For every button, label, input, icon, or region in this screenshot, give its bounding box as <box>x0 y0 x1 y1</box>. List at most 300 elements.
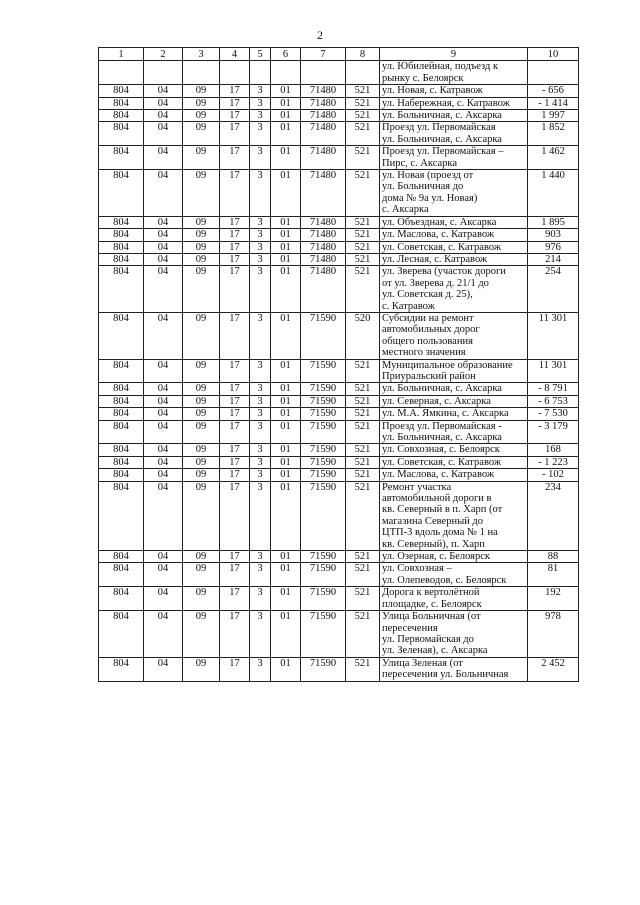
code-direction-cell: 71480 <box>301 110 346 122</box>
code-section-cell: 04 <box>144 395 183 407</box>
code-admin-cell: 804 <box>99 383 144 395</box>
code-event-cell: 01 <box>271 456 301 468</box>
amount-cell: - 8 791 <box>528 383 579 395</box>
code-section-cell: 04 <box>144 469 183 481</box>
code-expense-type-cell: 521 <box>346 383 380 395</box>
code-admin-cell: 804 <box>99 110 144 122</box>
table-row <box>99 481 579 550</box>
code-subsection-cell: 09 <box>183 611 220 658</box>
description-cell: Улица Зеленая (от пересечения ул. Больничная <box>380 657 528 681</box>
description-cell: ул. Больничная, с. Аксарка <box>380 383 528 395</box>
amount-cell: 254 <box>528 266 579 313</box>
code-direction-cell: 71590 <box>301 408 346 420</box>
code-event-cell: 01 <box>271 420 301 444</box>
code-program-cell: 17 <box>220 241 250 253</box>
code-subprogram-cell: 3 <box>250 420 271 444</box>
table-row <box>99 563 579 587</box>
table-row <box>99 611 579 658</box>
code-section-cell: 04 <box>144 110 183 122</box>
code-subsection-cell: 09 <box>183 312 220 359</box>
column-header: 9 <box>380 48 528 61</box>
description-cell: Субсидии на ремонт автомобильных дорог общего пользования местного значения <box>380 312 528 359</box>
code-event-cell <box>271 61 301 85</box>
description-cell: ул. Новая (проезд от ул. Больничная до дома № 9а ул. Новая) с. Аксарка <box>380 170 528 217</box>
code-program-cell: 17 <box>220 146 250 170</box>
code-section-cell: 04 <box>144 481 183 550</box>
code-event-cell: 01 <box>271 110 301 122</box>
column-header: 4 <box>220 48 250 61</box>
code-program-cell: 17 <box>220 481 250 550</box>
code-expense-type-cell: 521 <box>346 563 380 587</box>
code-program-cell: 17 <box>220 122 250 146</box>
amount-cell: 168 <box>528 444 579 456</box>
code-event-cell: 01 <box>271 563 301 587</box>
code-subprogram-cell: 3 <box>250 241 271 253</box>
code-subsection-cell: 09 <box>183 469 220 481</box>
amount-cell: - 7 530 <box>528 408 579 420</box>
table-row <box>99 146 579 170</box>
code-event-cell: 01 <box>271 444 301 456</box>
code-event-cell: 01 <box>271 122 301 146</box>
code-subprogram-cell: 3 <box>250 359 271 383</box>
description-cell: ул. Юбилейная, подъезд к рынку с. Белоярск <box>380 61 528 85</box>
code-section-cell: 04 <box>144 85 183 97</box>
code-expense-type-cell: 521 <box>346 456 380 468</box>
code-subprogram-cell: 3 <box>250 481 271 550</box>
code-expense-type-cell: 521 <box>346 229 380 241</box>
code-program-cell: 17 <box>220 408 250 420</box>
code-program-cell: 17 <box>220 395 250 407</box>
code-admin-cell: 804 <box>99 611 144 658</box>
code-expense-type-cell: 521 <box>346 359 380 383</box>
code-admin-cell <box>99 61 144 85</box>
amount-cell: 903 <box>528 229 579 241</box>
code-subprogram-cell: 3 <box>250 551 271 563</box>
code-subsection-cell: 09 <box>183 170 220 217</box>
column-header: 7 <box>301 48 346 61</box>
code-expense-type-cell <box>346 61 380 85</box>
code-subprogram-cell: 3 <box>250 146 271 170</box>
description-cell: ул. Зверева (участок дороги от ул. Зверева д. 21/1 до ул. Советская д. 25), с. Катравож <box>380 266 528 313</box>
table-row <box>99 420 579 444</box>
description-cell: ул. М.А. Ямкина, с. Аксарка <box>380 408 528 420</box>
code-event-cell: 01 <box>271 85 301 97</box>
amount-cell: 234 <box>528 481 579 550</box>
code-event-cell: 01 <box>271 481 301 550</box>
code-subsection-cell: 09 <box>183 587 220 611</box>
code-expense-type-cell: 521 <box>346 469 380 481</box>
code-subsection-cell <box>183 61 220 85</box>
code-direction-cell: 71480 <box>301 170 346 217</box>
code-subprogram-cell: 3 <box>250 229 271 241</box>
column-header: 1 <box>99 48 144 61</box>
column-header: 8 <box>346 48 380 61</box>
table-row <box>99 469 579 481</box>
code-admin-cell: 804 <box>99 216 144 228</box>
amount-cell: - 3 179 <box>528 420 579 444</box>
code-section-cell: 04 <box>144 241 183 253</box>
code-subprogram-cell: 3 <box>250 611 271 658</box>
code-expense-type-cell: 521 <box>346 444 380 456</box>
code-program-cell: 17 <box>220 456 250 468</box>
column-header: 3 <box>183 48 220 61</box>
code-section-cell: 04 <box>144 312 183 359</box>
column-header: 5 <box>250 48 271 61</box>
code-direction-cell: 71480 <box>301 97 346 109</box>
code-event-cell: 01 <box>271 359 301 383</box>
description-cell: Дорога к вертолётной площадке, с. Белоярск <box>380 587 528 611</box>
table-row <box>99 383 579 395</box>
code-subsection-cell: 09 <box>183 657 220 681</box>
code-event-cell: 01 <box>271 266 301 313</box>
code-subprogram-cell: 3 <box>250 408 271 420</box>
code-event-cell: 01 <box>271 253 301 265</box>
code-subsection-cell: 09 <box>183 420 220 444</box>
description-cell: ул. Советская, с. Катравож <box>380 456 528 468</box>
code-subsection-cell: 09 <box>183 359 220 383</box>
amount-cell: - 1 223 <box>528 456 579 468</box>
code-admin-cell: 804 <box>99 395 144 407</box>
code-expense-type-cell: 521 <box>346 481 380 550</box>
code-admin-cell: 804 <box>99 563 144 587</box>
code-event-cell: 01 <box>271 657 301 681</box>
code-subsection-cell: 09 <box>183 241 220 253</box>
code-program-cell: 17 <box>220 97 250 109</box>
code-event-cell: 01 <box>271 611 301 658</box>
amount-cell: 88 <box>528 551 579 563</box>
code-subprogram-cell: 3 <box>250 170 271 217</box>
description-cell: ул. Северная, с. Аксарка <box>380 395 528 407</box>
code-subsection-cell: 09 <box>183 395 220 407</box>
description-cell: Проезд ул. Первомайская - ул. Больничная, с. Аксарка <box>380 420 528 444</box>
amount-cell: 192 <box>528 587 579 611</box>
code-subprogram-cell: 3 <box>250 456 271 468</box>
table-row <box>99 359 579 383</box>
code-subprogram-cell: 3 <box>250 587 271 611</box>
code-admin-cell: 804 <box>99 359 144 383</box>
code-event-cell: 01 <box>271 383 301 395</box>
amount-cell <box>528 61 579 85</box>
code-subprogram-cell: 3 <box>250 266 271 313</box>
column-header: 10 <box>528 48 579 61</box>
code-event-cell: 01 <box>271 170 301 217</box>
code-section-cell: 04 <box>144 420 183 444</box>
code-direction-cell: 71480 <box>301 216 346 228</box>
table-row <box>99 253 579 265</box>
code-admin-cell: 804 <box>99 456 144 468</box>
code-subsection-cell: 09 <box>183 563 220 587</box>
code-admin-cell: 804 <box>99 481 144 550</box>
table-row <box>99 266 579 313</box>
description-cell: ул. Больничная, с. Аксарка <box>380 110 528 122</box>
code-subsection-cell: 09 <box>183 383 220 395</box>
amount-cell: 1 997 <box>528 110 579 122</box>
code-subsection-cell: 09 <box>183 122 220 146</box>
code-program-cell <box>220 61 250 85</box>
code-direction-cell: 71590 <box>301 456 346 468</box>
description-cell: Проезд ул. Первомайская – Пирс, с. Аксарка <box>380 146 528 170</box>
code-admin-cell: 804 <box>99 469 144 481</box>
code-expense-type-cell: 521 <box>346 408 380 420</box>
code-program-cell: 17 <box>220 170 250 217</box>
table-row <box>99 170 579 217</box>
code-admin-cell: 804 <box>99 587 144 611</box>
code-admin-cell: 804 <box>99 253 144 265</box>
amount-cell: - 102 <box>528 469 579 481</box>
code-subsection-cell: 09 <box>183 456 220 468</box>
code-event-cell: 01 <box>271 241 301 253</box>
table-row <box>99 216 579 228</box>
table-row <box>99 657 579 681</box>
code-admin-cell: 804 <box>99 420 144 444</box>
amount-cell: - 656 <box>528 85 579 97</box>
code-program-cell: 17 <box>220 266 250 313</box>
code-section-cell: 04 <box>144 611 183 658</box>
code-expense-type-cell: 521 <box>346 146 380 170</box>
code-section-cell: 04 <box>144 551 183 563</box>
description-cell: Улица Больничная (от пересечения ул. Первомайская до ул. Зеленая), с. Аксарка <box>380 611 528 658</box>
code-subprogram-cell: 3 <box>250 122 271 146</box>
amount-cell: 1 462 <box>528 146 579 170</box>
code-direction-cell: 71480 <box>301 122 346 146</box>
code-subsection-cell: 09 <box>183 266 220 313</box>
code-subprogram-cell: 3 <box>250 444 271 456</box>
code-program-cell: 17 <box>220 444 250 456</box>
amount-cell: 1 852 <box>528 122 579 146</box>
code-program-cell: 17 <box>220 551 250 563</box>
code-direction-cell: 71480 <box>301 266 346 313</box>
table-body <box>99 61 579 681</box>
code-expense-type-cell: 521 <box>346 110 380 122</box>
code-admin-cell: 804 <box>99 266 144 313</box>
code-program-cell: 17 <box>220 229 250 241</box>
amount-cell: 81 <box>528 563 579 587</box>
code-section-cell: 04 <box>144 229 183 241</box>
code-program-cell: 17 <box>220 253 250 265</box>
description-cell: ул. Совхозная – ул. Олепеводов, с. Белоярск <box>380 563 528 587</box>
page-number: 2 <box>317 28 323 42</box>
code-program-cell: 17 <box>220 110 250 122</box>
code-direction-cell: 71590 <box>301 611 346 658</box>
code-subprogram-cell: 3 <box>250 469 271 481</box>
code-subsection-cell: 09 <box>183 444 220 456</box>
column-header: 2 <box>144 48 183 61</box>
code-direction-cell: 71590 <box>301 359 346 383</box>
code-direction-cell: 71590 <box>301 312 346 359</box>
amount-cell: 1 895 <box>528 216 579 228</box>
code-section-cell <box>144 61 183 85</box>
amount-cell: 976 <box>528 241 579 253</box>
code-direction-cell: 71590 <box>301 395 346 407</box>
code-admin-cell: 804 <box>99 85 144 97</box>
code-expense-type-cell: 521 <box>346 216 380 228</box>
code-admin-cell: 804 <box>99 444 144 456</box>
code-subsection-cell: 09 <box>183 216 220 228</box>
code-direction-cell: 71590 <box>301 383 346 395</box>
table-row <box>99 395 579 407</box>
code-event-cell: 01 <box>271 229 301 241</box>
budget-table <box>98 47 579 682</box>
description-cell: ул. Советская, с. Катравож <box>380 241 528 253</box>
code-direction-cell: 71590 <box>301 563 346 587</box>
table-row <box>99 587 579 611</box>
code-admin-cell: 804 <box>99 312 144 359</box>
code-subsection-cell: 09 <box>183 146 220 170</box>
code-section-cell: 04 <box>144 216 183 228</box>
code-expense-type-cell: 521 <box>346 395 380 407</box>
table-row <box>99 122 579 146</box>
description-cell: Ремонт участка автомобильной дороги в кв. Северный в п. Харп (от магазина Северный до ЦТП-3 вдоль дома № 1 на кв. Северный), п. Харп <box>380 481 528 550</box>
code-expense-type-cell: 521 <box>346 241 380 253</box>
table-row <box>99 110 579 122</box>
code-program-cell: 17 <box>220 85 250 97</box>
code-program-cell: 17 <box>220 563 250 587</box>
description-cell: ул. Озерная, с. Белоярск <box>380 551 528 563</box>
code-expense-type-cell: 521 <box>346 657 380 681</box>
code-admin-cell: 804 <box>99 408 144 420</box>
table-row <box>99 85 579 97</box>
code-direction-cell: 71480 <box>301 146 346 170</box>
code-expense-type-cell: 521 <box>346 587 380 611</box>
amount-cell: - 6 753 <box>528 395 579 407</box>
code-program-cell: 17 <box>220 657 250 681</box>
code-section-cell: 04 <box>144 146 183 170</box>
description-cell: ул. Набережная, с. Катравож <box>380 97 528 109</box>
code-subsection-cell: 09 <box>183 97 220 109</box>
code-direction-cell: 71480 <box>301 253 346 265</box>
code-program-cell: 17 <box>220 587 250 611</box>
code-section-cell: 04 <box>144 408 183 420</box>
code-direction-cell: 71590 <box>301 469 346 481</box>
code-admin-cell: 804 <box>99 122 144 146</box>
amount-cell: 11 301 <box>528 312 579 359</box>
code-subprogram-cell: 3 <box>250 395 271 407</box>
code-section-cell: 04 <box>144 587 183 611</box>
code-expense-type-cell: 521 <box>346 551 380 563</box>
code-subsection-cell: 09 <box>183 408 220 420</box>
code-event-cell: 01 <box>271 146 301 170</box>
description-cell: ул. Совхозная, с. Белоярск <box>380 444 528 456</box>
code-program-cell: 17 <box>220 611 250 658</box>
code-subsection-cell: 09 <box>183 85 220 97</box>
code-admin-cell: 804 <box>99 241 144 253</box>
code-section-cell: 04 <box>144 563 183 587</box>
code-subprogram-cell: 3 <box>250 657 271 681</box>
code-direction-cell: 71480 <box>301 85 346 97</box>
code-program-cell: 17 <box>220 359 250 383</box>
code-subprogram-cell: 3 <box>250 97 271 109</box>
column-header: 6 <box>271 48 301 61</box>
code-admin-cell: 804 <box>99 229 144 241</box>
description-cell: ул. Объездная, с. Аксарка <box>380 216 528 228</box>
amount-cell: 2 452 <box>528 657 579 681</box>
code-subprogram-cell: 3 <box>250 563 271 587</box>
code-program-cell: 17 <box>220 420 250 444</box>
code-section-cell: 04 <box>144 170 183 217</box>
amount-cell: - 1 414 <box>528 97 579 109</box>
code-event-cell: 01 <box>271 408 301 420</box>
amount-cell: 978 <box>528 611 579 658</box>
code-expense-type-cell: 521 <box>346 97 380 109</box>
table-row <box>99 229 579 241</box>
code-subprogram-cell <box>250 61 271 85</box>
code-expense-type-cell: 521 <box>346 170 380 217</box>
code-event-cell: 01 <box>271 551 301 563</box>
code-section-cell: 04 <box>144 266 183 313</box>
code-program-cell: 17 <box>220 312 250 359</box>
code-admin-cell: 804 <box>99 657 144 681</box>
table-row <box>99 61 579 85</box>
code-section-cell: 04 <box>144 253 183 265</box>
description-cell: ул. Новая, с. Катравож <box>380 85 528 97</box>
code-subprogram-cell: 3 <box>250 312 271 359</box>
code-expense-type-cell: 521 <box>346 420 380 444</box>
code-subsection-cell: 09 <box>183 481 220 550</box>
code-expense-type-cell: 521 <box>346 122 380 146</box>
table-row <box>99 97 579 109</box>
code-subprogram-cell: 3 <box>250 110 271 122</box>
code-direction-cell: 71480 <box>301 229 346 241</box>
description-cell: Муниципальное образование Приуральский район <box>380 359 528 383</box>
code-event-cell: 01 <box>271 469 301 481</box>
code-direction-cell: 71590 <box>301 444 346 456</box>
code-direction-cell: 71590 <box>301 587 346 611</box>
code-direction-cell: 71590 <box>301 481 346 550</box>
code-admin-cell: 804 <box>99 170 144 217</box>
table-row <box>99 312 579 359</box>
code-expense-type-cell: 521 <box>346 85 380 97</box>
amount-cell: 11 301 <box>528 359 579 383</box>
code-expense-type-cell: 521 <box>346 266 380 313</box>
code-program-cell: 17 <box>220 383 250 395</box>
description-cell: ул. Лесная, с. Катравож <box>380 253 528 265</box>
code-section-cell: 04 <box>144 456 183 468</box>
code-subsection-cell: 09 <box>183 551 220 563</box>
code-subprogram-cell: 3 <box>250 216 271 228</box>
code-event-cell: 01 <box>271 395 301 407</box>
code-admin-cell: 804 <box>99 146 144 170</box>
code-expense-type-cell: 520 <box>346 312 380 359</box>
code-expense-type-cell: 521 <box>346 611 380 658</box>
code-program-cell: 17 <box>220 469 250 481</box>
code-program-cell: 17 <box>220 216 250 228</box>
code-direction-cell: 71590 <box>301 551 346 563</box>
code-event-cell: 01 <box>271 587 301 611</box>
code-section-cell: 04 <box>144 657 183 681</box>
table-row <box>99 444 579 456</box>
code-subsection-cell: 09 <box>183 110 220 122</box>
amount-cell: 214 <box>528 253 579 265</box>
code-section-cell: 04 <box>144 97 183 109</box>
table-row <box>99 551 579 563</box>
code-subsection-cell: 09 <box>183 253 220 265</box>
code-event-cell: 01 <box>271 216 301 228</box>
code-direction-cell: 71480 <box>301 241 346 253</box>
code-section-cell: 04 <box>144 122 183 146</box>
code-direction-cell: 71590 <box>301 657 346 681</box>
code-admin-cell: 804 <box>99 551 144 563</box>
code-section-cell: 04 <box>144 359 183 383</box>
table-row <box>99 241 579 253</box>
table-row <box>99 456 579 468</box>
description-cell: ул. Маслова, с. Катравож <box>380 229 528 241</box>
code-subprogram-cell: 3 <box>250 85 271 97</box>
table-row <box>99 408 579 420</box>
description-cell: Проезд ул. Первомайская ул. Больничная, с. Аксарка <box>380 122 528 146</box>
code-direction-cell: 71590 <box>301 420 346 444</box>
description-cell: ул. Маслова, с. Катравож <box>380 469 528 481</box>
code-direction-cell <box>301 61 346 85</box>
